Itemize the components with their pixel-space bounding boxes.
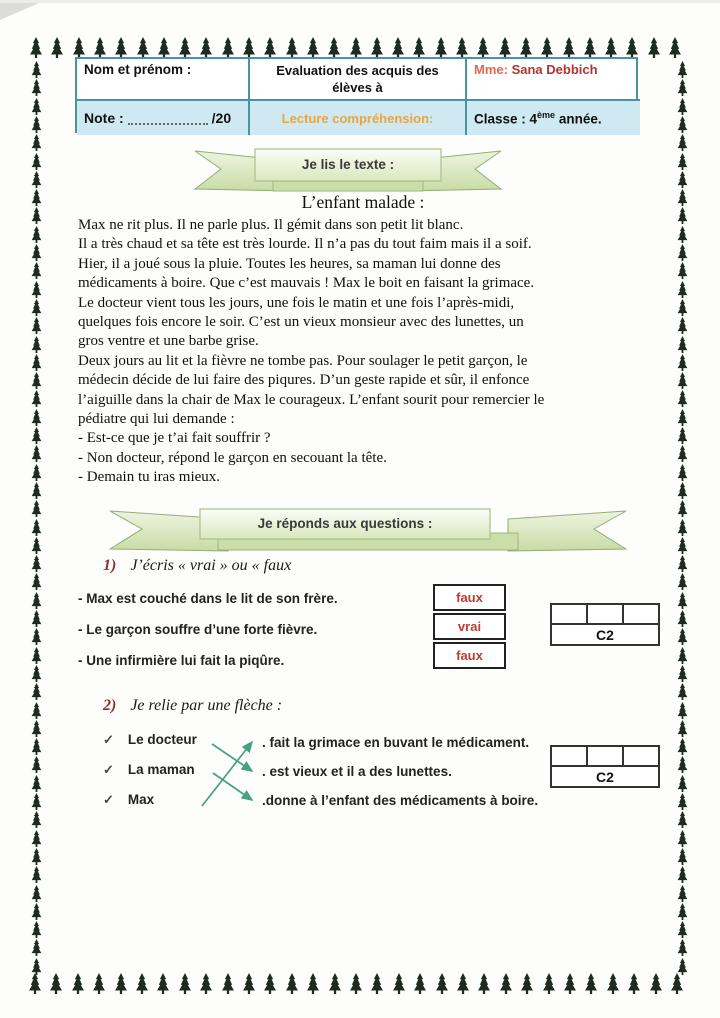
pine-tree-icon bbox=[30, 903, 43, 920]
pine-tree-icon bbox=[30, 811, 43, 828]
pine-tree-icon bbox=[647, 36, 661, 59]
pine-tree-icon bbox=[29, 36, 43, 59]
text-line: Deux jours au lit et la fièvre ne tombe pas. Pour soulager le petit garçon, le bbox=[78, 352, 528, 369]
pine-tree-icon bbox=[285, 36, 299, 59]
pine-tree-icon bbox=[676, 262, 689, 279]
name-dotted-line bbox=[84, 87, 234, 101]
name-label: Nom et prénom : bbox=[84, 62, 192, 77]
q2-score-label: C2 bbox=[596, 768, 614, 785]
pine-tree-icon bbox=[30, 226, 43, 243]
header-table bbox=[75, 57, 638, 133]
pine-tree-icon bbox=[30, 464, 43, 481]
scan-artifact bbox=[0, 0, 46, 20]
pine-tree-icon bbox=[370, 972, 384, 995]
pine-tree-icon bbox=[30, 866, 43, 883]
ribbon-je-lis bbox=[193, 145, 503, 195]
pine-tree-icon bbox=[30, 830, 43, 847]
ribbon-je-lis-label: Je lis le texte : bbox=[301, 157, 395, 172]
pine-tree-icon bbox=[456, 972, 470, 995]
pine-tree-icon bbox=[178, 972, 192, 995]
pine-tree-icon bbox=[676, 409, 689, 426]
pine-tree-icon bbox=[519, 36, 533, 59]
pine-tree-icon bbox=[676, 555, 689, 572]
pine-tree-icon bbox=[676, 171, 689, 188]
pine-tree-icon bbox=[30, 281, 43, 298]
reading-title: L’enfant malade : bbox=[301, 192, 425, 212]
text-line: - Demain tu iras mieux. bbox=[78, 469, 221, 486]
pine-tree-icon bbox=[28, 972, 42, 995]
pine-tree-icon bbox=[676, 336, 689, 353]
pine-tree-icon bbox=[676, 281, 689, 298]
pine-tree-icon bbox=[50, 36, 64, 59]
q2-left-item-2: ✓ La maman bbox=[103, 762, 195, 777]
pine-tree-icon bbox=[242, 972, 256, 995]
pine-tree-icon bbox=[676, 317, 689, 334]
pine-tree-icon bbox=[30, 592, 43, 609]
text-line: médicaments à boire. Que c’est mauvais ! Max le boit en faisant la grimace. bbox=[78, 275, 535, 292]
pine-tree-icon bbox=[676, 244, 689, 261]
text-line: quelques fois encore le soir. C’est un vieux monsieur avec des lunettes, un bbox=[78, 313, 524, 330]
pine-tree-icon bbox=[676, 573, 689, 590]
pine-tree-icon bbox=[30, 317, 43, 334]
pine-tree-icon bbox=[676, 537, 689, 554]
pine-tree-icon bbox=[114, 972, 128, 995]
pine-tree-icon bbox=[676, 885, 689, 902]
pine-tree-icon bbox=[199, 972, 213, 995]
pine-tree-icon bbox=[668, 36, 682, 59]
pine-tree-icon bbox=[392, 972, 406, 995]
pine-tree-icon bbox=[520, 972, 534, 995]
pine-tree-icon bbox=[156, 972, 170, 995]
pine-tree-icon bbox=[413, 972, 427, 995]
note-cell bbox=[77, 101, 250, 135]
pine-tree-icon bbox=[476, 36, 490, 59]
pine-tree-icon bbox=[30, 98, 43, 115]
pine-tree-icon bbox=[49, 972, 63, 995]
q1-statement-1: - Max est couché dans le lit de son frère. bbox=[78, 591, 338, 606]
pine-tree-icon bbox=[676, 500, 689, 517]
pine-tree-icon bbox=[584, 972, 598, 995]
scan-artifact-top bbox=[0, 0, 720, 3]
pine-tree-icon bbox=[625, 36, 639, 59]
q1-answer-1: faux bbox=[456, 590, 483, 605]
pine-tree-icon bbox=[30, 939, 43, 956]
q1-statement-2: - Le garçon souffre d’une forte fièvre. bbox=[78, 622, 318, 637]
pine-tree-icon bbox=[676, 830, 689, 847]
class-cell bbox=[467, 101, 640, 135]
pine-tree-icon bbox=[30, 555, 43, 572]
pine-tree-icon bbox=[30, 683, 43, 700]
pine-tree-icon bbox=[71, 972, 85, 995]
pine-tree-icon bbox=[30, 885, 43, 902]
note-total: /20 bbox=[211, 110, 232, 126]
pine-tree-icon bbox=[328, 972, 342, 995]
subject-label: Lecture compréhension: bbox=[281, 110, 434, 126]
pine-tree-icon bbox=[676, 464, 689, 481]
q1-answer-box-3 bbox=[433, 642, 506, 669]
pine-tree-icon bbox=[30, 189, 43, 206]
text-line: pédiatre qui lui demande : bbox=[78, 410, 235, 427]
pine-tree-icon bbox=[30, 500, 43, 517]
note-label: Note : bbox=[84, 110, 124, 126]
pine-tree-icon bbox=[349, 972, 363, 995]
pine-tree-icon bbox=[676, 647, 689, 664]
q1-prompt: J’écris « vrai » ou « faux bbox=[130, 557, 292, 574]
pine-tree-icon bbox=[30, 207, 43, 224]
pine-tree-icon bbox=[92, 972, 106, 995]
teacher-name: Sana Debbich bbox=[511, 62, 598, 77]
pine-tree-icon bbox=[72, 36, 86, 59]
pine-tree-icon bbox=[604, 36, 618, 59]
pine-tree-icon bbox=[563, 972, 577, 995]
pine-tree-icon bbox=[30, 262, 43, 279]
pine-tree-icon bbox=[30, 720, 43, 737]
pine-tree-icon bbox=[30, 390, 43, 407]
pine-tree-icon bbox=[178, 36, 192, 59]
pine-tree-icon bbox=[455, 36, 469, 59]
reading-text bbox=[78, 217, 656, 488]
pine-tree-icon bbox=[676, 665, 689, 682]
pine-tree-icon bbox=[30, 573, 43, 590]
pine-tree-icon bbox=[30, 702, 43, 719]
pine-tree-icon bbox=[540, 36, 554, 59]
teacher-label: Mme: bbox=[474, 62, 508, 77]
pine-tree-icon bbox=[498, 36, 512, 59]
pine-tree-icon bbox=[676, 903, 689, 920]
pine-tree-icon bbox=[606, 972, 620, 995]
pine-tree-icon bbox=[349, 36, 363, 59]
evaluation-title-line1: Evaluation des acquis des élèves à bbox=[276, 63, 439, 95]
pine-tree-icon bbox=[30, 665, 43, 682]
pine-tree-icon bbox=[306, 36, 320, 59]
pine-tree-icon bbox=[676, 390, 689, 407]
ribbon-je-reponds-label: Je réponds aux questions : bbox=[257, 516, 433, 531]
pine-tree-icon bbox=[306, 972, 320, 995]
pine-tree-icon bbox=[30, 299, 43, 316]
pine-tree-icon bbox=[30, 610, 43, 627]
score-cell bbox=[552, 605, 588, 623]
text-line: Hier, il a joué sous la pluie. Toutes les heures, sa maman lui donne des bbox=[78, 255, 501, 272]
text-line: gros ventre et une barbe grise. bbox=[78, 333, 259, 350]
pine-tree-icon bbox=[499, 972, 513, 995]
pine-tree-icon bbox=[30, 738, 43, 755]
pine-tree-icon bbox=[30, 61, 43, 78]
pine-tree-icon bbox=[135, 972, 149, 995]
pine-tree-icon bbox=[285, 972, 299, 995]
teacher-cell bbox=[467, 59, 640, 101]
text-line: - Non docteur, répond le garçon en secouant la tête. bbox=[78, 449, 387, 466]
pine-tree-icon bbox=[391, 36, 405, 59]
score-cell bbox=[624, 605, 658, 623]
pine-tree-icon bbox=[676, 226, 689, 243]
pine-tree-icon bbox=[30, 537, 43, 554]
pine-tree-icon bbox=[30, 79, 43, 96]
pine-tree-icon bbox=[30, 134, 43, 151]
pine-tree-icon bbox=[676, 189, 689, 206]
pine-tree-icon bbox=[583, 36, 597, 59]
checkmark-icon: ✓ bbox=[103, 762, 114, 777]
score-cell bbox=[588, 605, 624, 623]
pine-tree-icon bbox=[676, 848, 689, 865]
checkmark-icon: ✓ bbox=[103, 792, 114, 807]
pine-tree-icon bbox=[627, 972, 641, 995]
pine-tree-icon bbox=[30, 921, 43, 938]
arrow-max-grimace bbox=[202, 742, 252, 806]
pine-tree-icon bbox=[263, 972, 277, 995]
q1-score-box bbox=[550, 603, 660, 646]
q1-answer-2: vrai bbox=[457, 619, 482, 634]
score-cell bbox=[552, 747, 588, 765]
class-label: Classe : 4ème année. bbox=[474, 109, 602, 127]
pine-tree-icon bbox=[676, 921, 689, 938]
q2-heading bbox=[103, 697, 282, 715]
pine-tree-icon bbox=[30, 153, 43, 170]
pine-tree-icon bbox=[30, 519, 43, 536]
pine-tree-icon bbox=[199, 36, 213, 59]
pine-tree-icon bbox=[676, 628, 689, 645]
pine-tree-icon bbox=[30, 647, 43, 664]
pine-tree-icon bbox=[221, 36, 235, 59]
q2-score-box bbox=[550, 745, 660, 788]
q1-statement-3: - Une infirmière lui fait la piqûre. bbox=[78, 653, 285, 668]
pine-tree-icon bbox=[676, 775, 689, 792]
pine-tree-icon bbox=[542, 972, 556, 995]
pine-tree-icon bbox=[562, 36, 576, 59]
note-dotted-line bbox=[128, 111, 208, 125]
score-grid bbox=[552, 747, 658, 767]
pine-tree-icon bbox=[221, 972, 235, 995]
pine-tree-icon bbox=[676, 482, 689, 499]
pine-tree-icon bbox=[676, 427, 689, 444]
pine-tree-icon bbox=[30, 336, 43, 353]
q2-number: 2) bbox=[103, 697, 117, 714]
pine-tree-icon bbox=[434, 36, 448, 59]
q1-answer-3: faux bbox=[456, 648, 483, 663]
pine-tree-icon bbox=[30, 354, 43, 371]
score-cell bbox=[624, 747, 658, 765]
pine-tree-icon bbox=[30, 445, 43, 462]
pine-tree-icon bbox=[676, 134, 689, 151]
pine-tree-icon bbox=[30, 171, 43, 188]
pine-tree-icon bbox=[370, 36, 384, 59]
text-line: - Est-ce que je t’ai fait souffrir ? bbox=[78, 430, 271, 447]
pine-tree-icon bbox=[242, 36, 256, 59]
pine-tree-icon bbox=[30, 628, 43, 645]
pine-tree-icon bbox=[136, 36, 150, 59]
pine-tree-icon bbox=[676, 610, 689, 627]
q2-prompt: Je relie par une flèche : bbox=[130, 697, 283, 714]
pine-tree-icon bbox=[676, 354, 689, 371]
pine-tree-icon bbox=[327, 36, 341, 59]
q2-right-item-2: . est vieux et il a des lunettes. bbox=[262, 764, 452, 779]
pine-tree-icon bbox=[30, 372, 43, 389]
score-cell bbox=[588, 747, 624, 765]
q2-right-item-3: .donne à l’enfant des médicaments à boire. bbox=[262, 793, 539, 808]
pine-tree-icon bbox=[30, 116, 43, 133]
pine-tree-icon bbox=[676, 958, 689, 975]
text-line: Il a très chaud et sa tête est très lourde. Il n’a pas du tout faim mais il a soif. bbox=[78, 236, 532, 253]
pine-tree-icon bbox=[412, 36, 426, 59]
q1-heading bbox=[103, 557, 291, 575]
pine-tree-icon bbox=[676, 592, 689, 609]
pine-tree-icon bbox=[30, 958, 43, 975]
pine-tree-icon bbox=[30, 427, 43, 444]
pine-tree-icon bbox=[263, 36, 277, 59]
arrow-maman-donne bbox=[213, 773, 252, 800]
pine-tree-icon bbox=[477, 972, 491, 995]
pine-tree-icon bbox=[676, 79, 689, 96]
pine-tree-icon bbox=[30, 775, 43, 792]
pine-tree-icon bbox=[676, 207, 689, 224]
pine-tree-icon bbox=[676, 811, 689, 828]
evaluation-title-cell bbox=[250, 59, 467, 101]
ribbon-je-reponds bbox=[108, 503, 628, 555]
text-line: Max ne rit plus. Il ne parle plus. Il gémit dans son petit lit blanc. bbox=[78, 217, 464, 233]
pine-tree-icon bbox=[649, 972, 663, 995]
pine-tree-icon bbox=[435, 972, 449, 995]
pine-tree-icon bbox=[676, 445, 689, 462]
pine-tree-icon bbox=[93, 36, 107, 59]
pine-tree-icon bbox=[676, 61, 689, 78]
q2-left-item-1: ✓ Le docteur bbox=[103, 732, 197, 747]
pine-tree-icon bbox=[114, 36, 128, 59]
text-line: médecin décide de lui faire des piqures. D’un geste rapide et sûr, il enfonce bbox=[78, 372, 530, 389]
pine-tree-icon bbox=[30, 482, 43, 499]
pine-tree-icon bbox=[676, 98, 689, 115]
q2-right-item-1: . fait la grimace en buvant le médicament. bbox=[262, 735, 530, 750]
q1-answer-box-1 bbox=[433, 584, 506, 611]
pine-tree-icon bbox=[30, 848, 43, 865]
pine-tree-icon bbox=[30, 244, 43, 261]
text-line: l’aiguille dans la chair de Max le courageux. L’enfant sourit pour remercier le bbox=[78, 391, 545, 408]
q1-score-label: C2 bbox=[596, 626, 614, 643]
matching-arrows bbox=[190, 725, 320, 820]
q1-answer-box-2 bbox=[433, 613, 506, 640]
pine-tree-icon bbox=[676, 702, 689, 719]
pine-tree-icon bbox=[676, 683, 689, 700]
pine-tree-icon bbox=[30, 756, 43, 773]
q2-left-item-3: ✓ Max bbox=[103, 792, 155, 807]
name-cell bbox=[77, 59, 250, 101]
q1-number: 1) bbox=[103, 557, 117, 574]
subject-cell bbox=[250, 101, 467, 135]
pine-tree-icon bbox=[676, 756, 689, 773]
pine-tree-icon bbox=[676, 372, 689, 389]
pine-tree-icon bbox=[676, 519, 689, 536]
pine-tree-icon bbox=[676, 793, 689, 810]
pine-tree-icon bbox=[676, 720, 689, 737]
pine-tree-icon bbox=[676, 299, 689, 316]
pine-tree-icon bbox=[30, 409, 43, 426]
pine-tree-icon bbox=[676, 866, 689, 883]
pine-tree-icon bbox=[30, 793, 43, 810]
pine-tree-icon bbox=[676, 116, 689, 133]
pine-tree-icon bbox=[676, 738, 689, 755]
text-line: Le docteur vient tous les jours, une fois le matin et une fois l’après-midi, bbox=[78, 294, 515, 311]
score-grid bbox=[552, 605, 658, 625]
checkmark-icon: ✓ bbox=[103, 732, 114, 747]
pine-tree-icon bbox=[676, 153, 689, 170]
pine-tree-icon bbox=[670, 972, 684, 995]
pine-tree-icon bbox=[676, 939, 689, 956]
pine-tree-icon bbox=[157, 36, 171, 59]
